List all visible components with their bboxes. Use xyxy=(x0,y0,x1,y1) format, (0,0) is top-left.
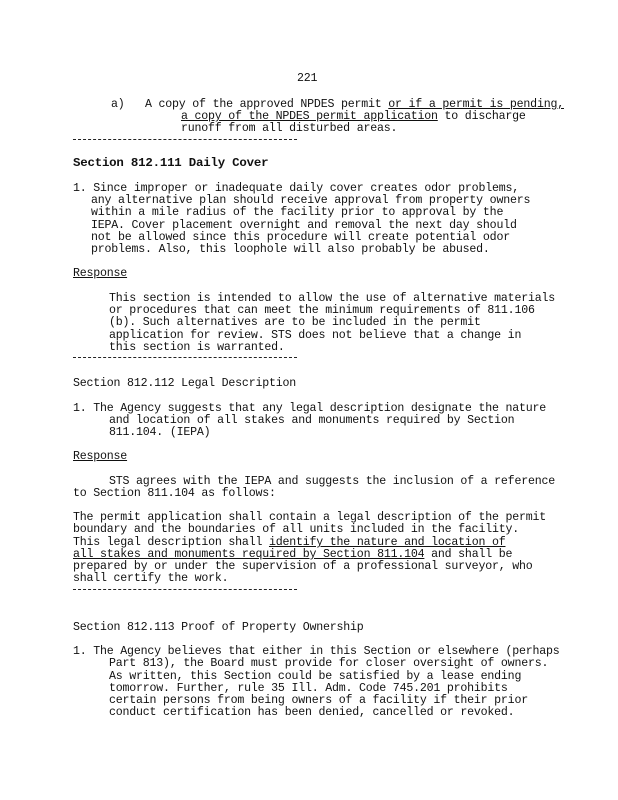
s112-response-label: Response xyxy=(73,450,128,463)
s111-comment-line: problems. Also, this loophole will also probably be abused. xyxy=(91,243,490,256)
item-a-l2-underlined: a copy of the NPDES permit application xyxy=(181,110,438,123)
s113-comment-line: conduct certification has been denied, cancelled or revoked. xyxy=(109,706,515,719)
s113-comment-line: certain persons from being owners of a facility if their prior xyxy=(109,694,528,707)
s111-comment-line: 1. Since improper or inadequate daily cover creates odor problems, xyxy=(73,182,519,195)
item-a-l1-underlined: or if a permit is pending, xyxy=(388,98,564,111)
s111-comment-line: not be allowed since this procedure will create potential odor xyxy=(91,231,510,244)
s113-comment-line: tomorrow. Further, rule 35 Ill. Adm. Code 745.201 prohibits xyxy=(109,682,508,695)
s112-response-line: to Section 811.104 as follows: xyxy=(73,487,276,500)
proposed-l3-underlined: identify the nature and location of xyxy=(268,536,506,549)
s111-response-label: Response xyxy=(73,267,128,280)
s112-response-line: STS agrees with the IEPA and suggests the inclusion of a reference xyxy=(109,475,555,488)
s112-comment-line: 1. The Agency suggests that any legal description designate the nature xyxy=(73,402,547,415)
s111-comment-line: any alternative plan should receive approval from property owners xyxy=(91,194,531,207)
proposed-l4-text: and shall be xyxy=(424,548,513,561)
item-a-label: a) xyxy=(111,98,125,111)
item-a-line-3: runoff from all disturbed areas. xyxy=(181,122,398,135)
item-a-l2-text: to discharge xyxy=(437,110,526,123)
section-111-heading: Section 812.111 Daily Cover xyxy=(73,156,269,170)
divider-rule-1 xyxy=(73,139,297,140)
divider-rule-2 xyxy=(73,357,297,358)
proposed-text-line: prepared by or under the supervision of a professional surveyor, who xyxy=(73,560,533,573)
proposed-l4-underlined: all stakes and monuments required by Section 811.104 xyxy=(73,548,425,561)
s113-comment-line: Part 813), the Board must provide for closer oversight of owners. xyxy=(109,657,549,670)
s113-comment-line: As written, this Section could be satisfied by a lease ending xyxy=(109,670,522,683)
proposed-text-line: The permit application shall contain a legal description of the permit xyxy=(73,511,547,524)
divider-rule-3 xyxy=(73,589,297,590)
proposed-l3-text: This legal description shall xyxy=(73,536,269,549)
s112-comment-line: 811.104. (IEPA) xyxy=(109,426,211,439)
s111-comment-line: within a mile radius of the facility prior to approval by the xyxy=(91,206,504,219)
proposed-text-line: boundary and the boundaries of all units included in the facility. xyxy=(73,523,519,536)
s111-comment-line: IEPA. Cover placement overnight and removal the next day should xyxy=(91,219,517,232)
proposed-text-line: shall certify the work. xyxy=(73,572,229,585)
s112-comment-line: and location of all stakes and monuments required by Section xyxy=(109,414,515,427)
item-a-l1-text: A copy of the approved NPDES permit xyxy=(145,98,389,111)
section-112-heading: Section 812.112 Legal Description xyxy=(73,377,296,390)
page-number: 221 xyxy=(297,72,318,85)
section-113-heading: Section 812.113 Proof of Property Ownership xyxy=(73,621,364,634)
s113-comment-line: 1. The Agency believes that either in this Section or elsewhere (perhaps xyxy=(73,645,560,658)
s111-response-line: this section is warranted. xyxy=(109,341,285,354)
s111-response-line: application for review. STS does not believe that a change in xyxy=(109,329,522,342)
s111-response-line: or procedures that can meet the minimum requirements of 811.106 xyxy=(109,304,535,317)
s111-response-line: This section is intended to allow the use of alternative materials xyxy=(109,292,555,305)
s111-response-line: (b). Such alternatives are to be included in the permit xyxy=(109,316,481,329)
